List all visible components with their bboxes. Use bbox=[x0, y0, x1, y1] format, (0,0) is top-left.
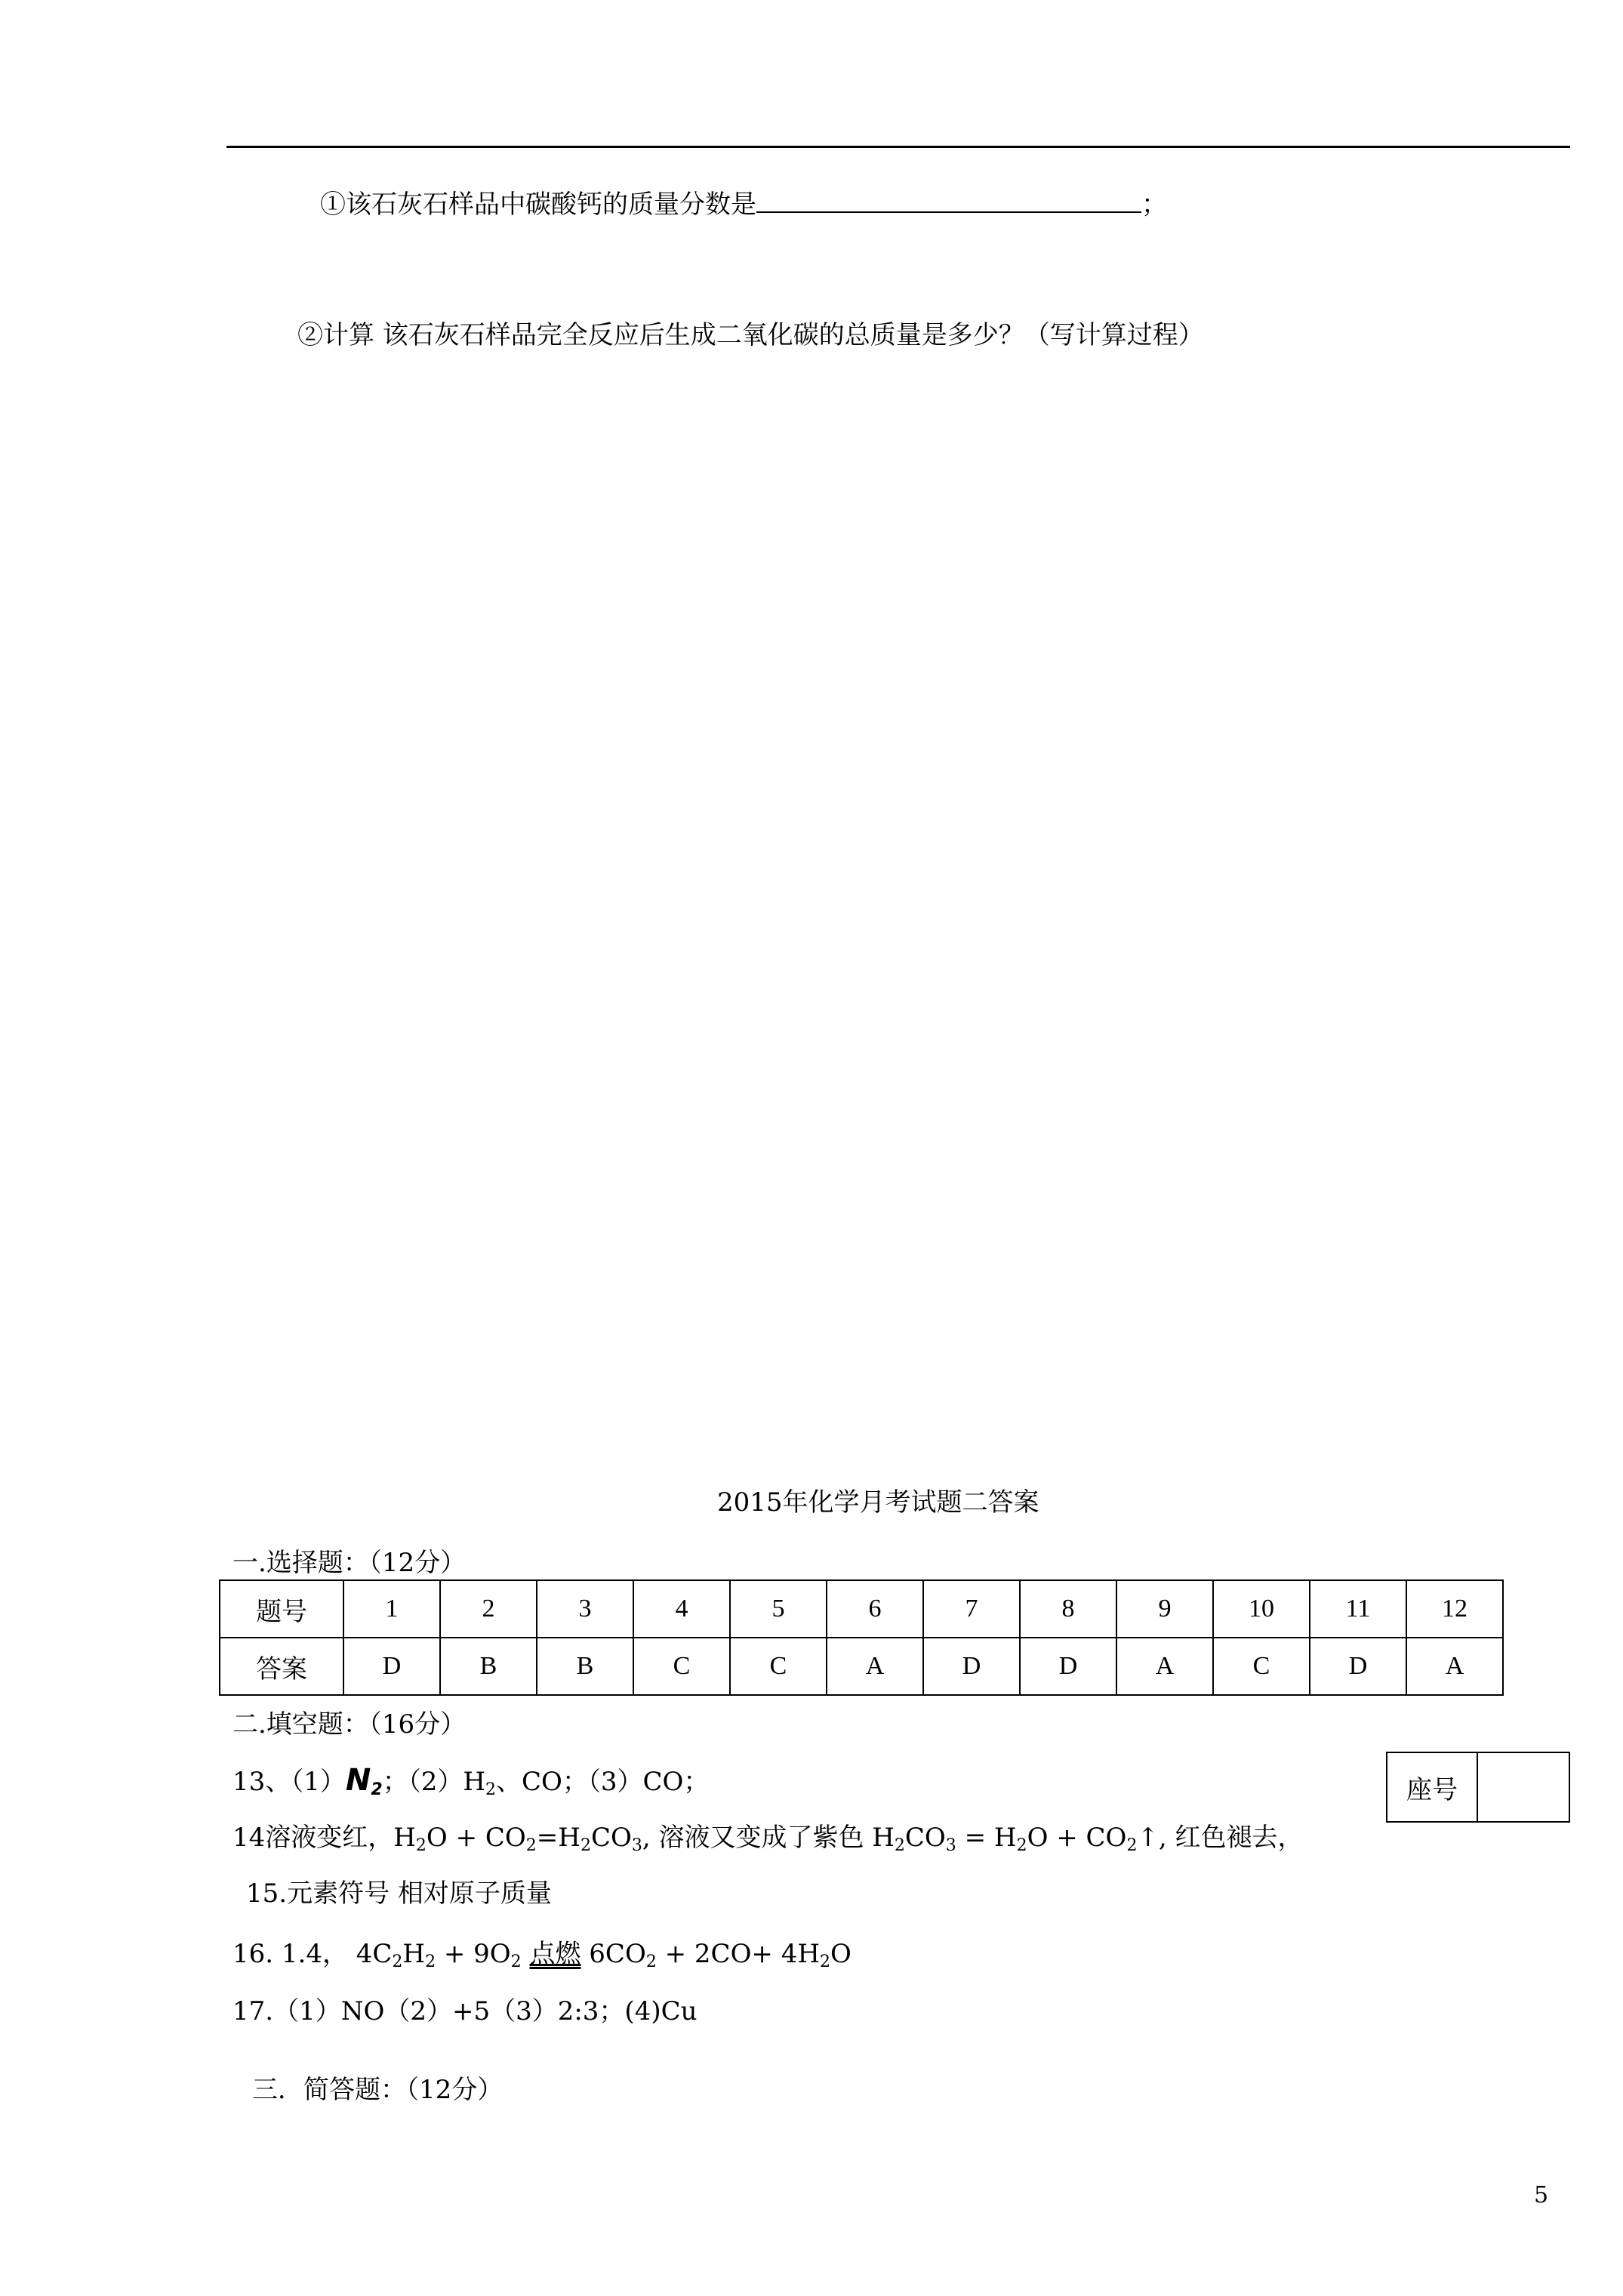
q13-part2: ；（2）H bbox=[382, 1767, 485, 1797]
q16-text: 6CO bbox=[581, 1939, 646, 1969]
table-cell: 8 bbox=[1020, 1580, 1116, 1638]
answer-15: 15.元素符号 相对原子质量 bbox=[246, 1878, 552, 1909]
q14-text: 14溶液变红，H bbox=[233, 1823, 416, 1853]
table-row bbox=[220, 1638, 1503, 1695]
table-row bbox=[220, 1580, 1503, 1638]
n2-formula bbox=[346, 1763, 383, 1798]
q14-text: CO bbox=[590, 1823, 632, 1853]
q14-sub: 2 bbox=[580, 1836, 591, 1855]
seat-label: 座号 bbox=[1387, 1753, 1478, 1821]
answer-title: 2015年化学月考试题二答案 bbox=[717, 1487, 1039, 1518]
table-cell: 1 bbox=[343, 1580, 440, 1638]
q14-sub: 2 bbox=[525, 1836, 537, 1855]
section1-heading: 一.选择题：（12分） bbox=[233, 1548, 467, 1578]
n2-symbol: N bbox=[345, 1763, 371, 1798]
q14-sub: 2 bbox=[894, 1836, 905, 1855]
table-cell: 6 bbox=[827, 1580, 923, 1638]
n2-subscript: 2 bbox=[371, 1780, 383, 1799]
question-part1-text: ①该石灰石样品中碳酸钙的质量分数是 bbox=[320, 190, 756, 220]
header-rule bbox=[226, 146, 1570, 148]
q14-text: = H bbox=[956, 1823, 1017, 1853]
table-cell: 2 bbox=[440, 1580, 537, 1638]
table-cell: B bbox=[440, 1638, 537, 1695]
table-cell: B bbox=[537, 1638, 633, 1695]
q16-text: + 2CO+ 4H bbox=[656, 1939, 821, 1969]
table-cell: 3 bbox=[537, 1580, 633, 1638]
q14-sub: 2 bbox=[415, 1836, 427, 1855]
answer-16 bbox=[233, 1933, 852, 1971]
seat-number-box bbox=[1386, 1752, 1570, 1823]
answer-blank bbox=[756, 189, 1141, 213]
table-cell: 11 bbox=[1310, 1580, 1406, 1638]
q16-sub: 2 bbox=[392, 1952, 403, 1971]
q14-sub: 2 bbox=[1126, 1836, 1138, 1855]
q16-text: O bbox=[830, 1939, 852, 1969]
q14-text: , 溶液又变成了紫色 H bbox=[642, 1823, 895, 1853]
table-cell: C bbox=[1213, 1638, 1310, 1695]
table-cell: 12 bbox=[1406, 1580, 1503, 1638]
q14-sub: 3 bbox=[945, 1836, 956, 1855]
table-cell: D bbox=[343, 1638, 440, 1695]
q14-text: ↑, 红色褪去， bbox=[1137, 1823, 1304, 1853]
table-cell: D bbox=[1020, 1638, 1116, 1695]
q14-text: =H bbox=[536, 1823, 581, 1853]
answer-17: 17.（1）NO（2）+5（3）2:3；(4)Cu bbox=[233, 1996, 698, 2026]
question-part1 bbox=[320, 189, 1167, 220]
table-cell: C bbox=[633, 1638, 730, 1695]
table-cell: A bbox=[827, 1638, 923, 1695]
table-cell: C bbox=[730, 1638, 827, 1695]
table-cell: A bbox=[1406, 1638, 1503, 1695]
question-part1-suffix: ； bbox=[1141, 190, 1167, 220]
row-label-number: 题号 bbox=[220, 1580, 343, 1638]
q13-prefix: 13、（1） bbox=[233, 1767, 346, 1797]
q16-sub: 2 bbox=[425, 1952, 436, 1971]
section3-heading: 三．简答题：（12分） bbox=[252, 2075, 504, 2105]
q16-text: 16. 1.4， 4C bbox=[233, 1939, 393, 1969]
section2-heading: 二.填空题：（16分） bbox=[233, 1709, 467, 1740]
table-cell: 9 bbox=[1116, 1580, 1213, 1638]
question-part2: ②计算 该石灰石样品完全反应后生成二氧化碳的总质量是多少？（写计算过程） bbox=[297, 320, 1204, 350]
q14-sub: 2 bbox=[1016, 1836, 1027, 1855]
q16-sub: 2 bbox=[645, 1952, 657, 1971]
q14-text: O + CO bbox=[1027, 1823, 1127, 1853]
table-cell: A bbox=[1116, 1638, 1213, 1695]
answer-table bbox=[219, 1579, 1504, 1696]
table-cell: 7 bbox=[923, 1580, 1020, 1638]
table-cell: D bbox=[1310, 1638, 1406, 1695]
answer-14 bbox=[233, 1817, 1304, 1855]
q16-text: H bbox=[402, 1939, 426, 1969]
q14-text: O + CO bbox=[426, 1823, 526, 1853]
q16-text: + 9O bbox=[436, 1939, 511, 1969]
q16-sub: 2 bbox=[820, 1952, 831, 1971]
q13-suffix: 、CO；（3）CO； bbox=[496, 1767, 710, 1797]
reaction-condition: 点燃 bbox=[529, 1939, 581, 1969]
row-label-answer: 答案 bbox=[220, 1638, 343, 1695]
table-cell: 10 bbox=[1213, 1580, 1310, 1638]
q13-sub: 2 bbox=[485, 1780, 496, 1799]
q14-sub: 3 bbox=[631, 1836, 642, 1855]
q16-sub: 2 bbox=[510, 1952, 522, 1971]
page-number: 5 bbox=[1534, 2182, 1549, 2208]
table-cell: D bbox=[923, 1638, 1020, 1695]
table-cell: 4 bbox=[633, 1580, 730, 1638]
answer-13 bbox=[233, 1761, 709, 1799]
q14-text: CO bbox=[904, 1823, 946, 1853]
table-cell: 5 bbox=[730, 1580, 827, 1638]
